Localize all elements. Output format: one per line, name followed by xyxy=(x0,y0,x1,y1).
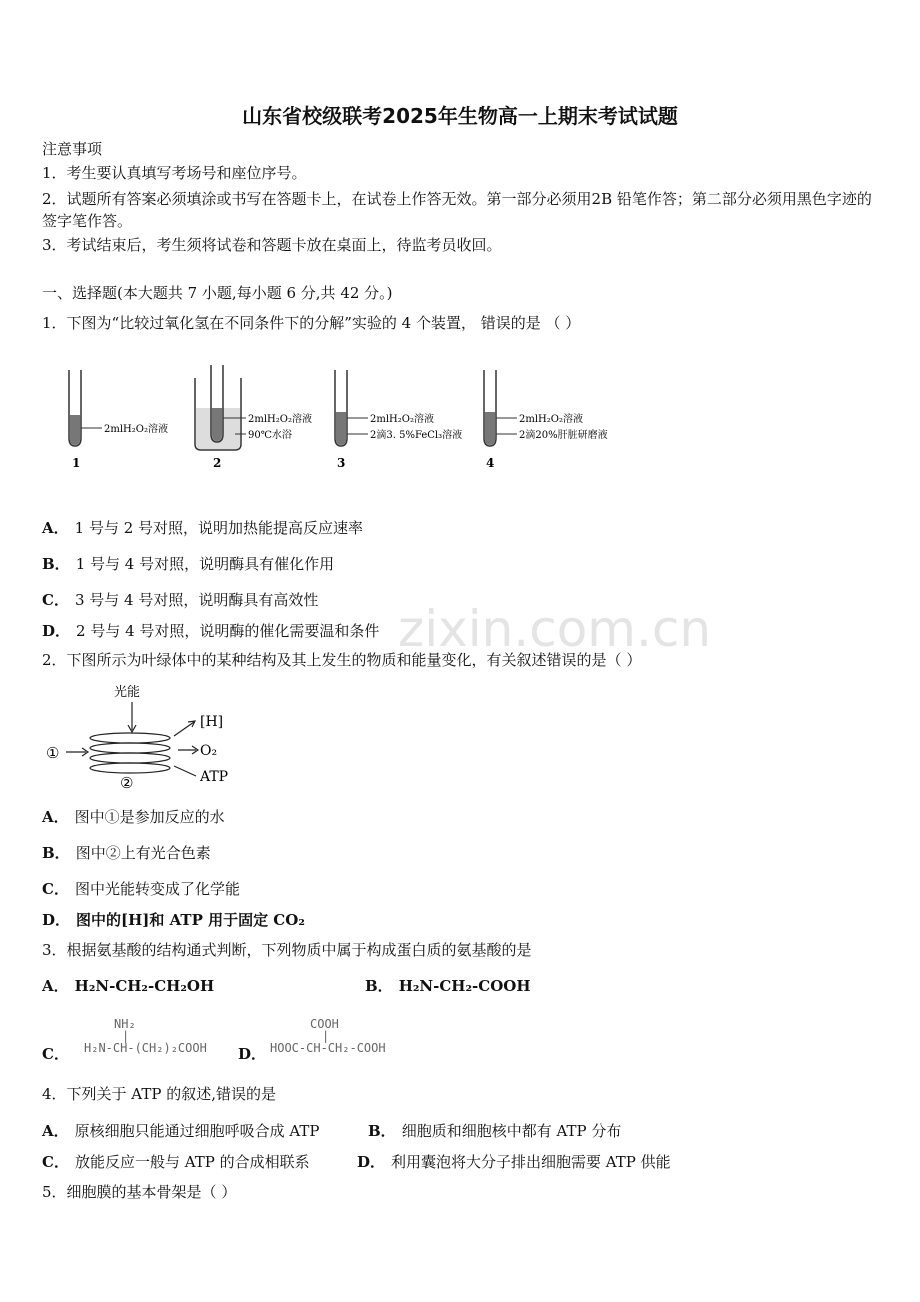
tube-3-label: 2mlH₂O₂溶液 xyxy=(370,414,434,425)
tube-3 xyxy=(335,370,462,446)
fig-label-4: 4 xyxy=(486,456,495,470)
q4-option-a: A． 原核细胞只能通过细胞呼吸合成 ATP xyxy=(42,1122,320,1140)
page-title: 山东省校级联考2025年生物高一上期末考试试题 xyxy=(242,104,678,128)
notice-item: 3．考试结束后，考生须将试卷和答题卡放在桌面上，待监考员收回。 xyxy=(42,236,502,254)
question-2-stem: 2．下图所示为叶绿体中的某种结构及其上发生的物质和能量变化，有关叙述错误的是（ ） xyxy=(42,651,642,669)
q3-option-d: D． xyxy=(238,1045,267,1063)
q2-option-c: C． 图中光能转变成了化学能 xyxy=(42,880,240,898)
fig-label-1: 1 xyxy=(72,456,81,470)
tube-2-beaker xyxy=(195,365,312,450)
thylakoid-figure xyxy=(42,680,262,795)
output-o2-label: O₂ xyxy=(200,743,218,759)
section-heading: 一、选择题(本大题共 7 小题,每小题 6 分,共 42 分。) xyxy=(42,284,393,302)
q4-option-b: B． 细胞质和细胞核中都有 ATP 分布 xyxy=(368,1122,622,1140)
notice-item: 2．试题所有答案必须填涂或书写在答题卡上，在试卷上作答无效。第一部分必须用2B 铅笔作答；第二部分必须用黑色字迹的签字笔作答。 xyxy=(42,190,872,230)
label-circle-2: ② xyxy=(120,774,134,792)
q3-option-d-formula: COOH | HOOC-CH-CH₂-COOH xyxy=(270,1017,386,1055)
q4-option-c: C． 放能反应一般与 ATP 的合成相联系 xyxy=(42,1153,310,1171)
q3-option-c-formula: NH₂ | H₂N-CH-(CH₂)₂COOH xyxy=(84,1017,207,1055)
formula-c-top: NH₂ xyxy=(114,1017,136,1031)
formula-d-main: HOOC-CH-CH₂-COOH xyxy=(270,1041,386,1055)
output-h-label: [H] xyxy=(200,714,224,730)
notice-heading: 注意事项 xyxy=(42,140,103,158)
tube-1 xyxy=(69,370,168,446)
q1-option-c: C． 3 号与 4 号对照，说明酶具有高效性 xyxy=(42,591,319,609)
q3-option-c: C． xyxy=(42,1045,69,1063)
output-atp-label: ATP xyxy=(200,769,229,785)
q3-option-b: B． H₂N-CH₂-COOH xyxy=(365,977,531,995)
question-5-stem: 5．细胞膜的基本骨架是（ ） xyxy=(42,1183,237,1201)
test-tube-figure xyxy=(60,360,680,480)
fig-label-2: 2 xyxy=(213,456,222,470)
tube-4 xyxy=(484,370,608,446)
q4-option-d: D． 利用囊泡将大分子排出细胞需要 ATP 供能 xyxy=(357,1153,671,1171)
question-4-stem: 4．下列关于 ATP 的叙述,错误的是 xyxy=(42,1085,276,1103)
fig-label-3: 3 xyxy=(337,456,346,470)
q2-option-d: D． 图中的[H]和 ATP 用于固定 CO₂ xyxy=(42,911,305,929)
q2-option-a: A． 图中①是参加反应的水 xyxy=(42,808,225,826)
q1-option-a: A． 1 号与 2 号对照，说明加热能提高反应速率 xyxy=(42,519,364,537)
question-1-stem: 1．下图为“比较过氧化氢在不同条件下的分解”实验的 4 个装置， 错误的是 （ ） xyxy=(42,314,581,332)
q2-option-b: B． 图中②上有光合色素 xyxy=(42,844,211,862)
tube-3-reagent-label: 2滴3. 5%FeCl₃溶液 xyxy=(370,430,463,441)
question-3-stem: 3．根据氨基酸的结构通式判断，下列物质中属于构成蛋白质的氨基酸的是 xyxy=(42,941,532,959)
q1-option-b: B． 1 号与 4 号对照，说明酶具有催化作用 xyxy=(42,555,335,573)
q3-option-a: A． H₂N-CH₂-CH₂OH xyxy=(42,977,215,995)
q1-option-d: D． 2 号与 4 号对照，说明酶的催化需要温和条件 xyxy=(42,622,380,640)
tube-1-label: 2mlH₂O₂溶液 xyxy=(104,424,168,435)
notice-item: 1．考生要认真填写考场号和座位序号。 xyxy=(42,164,307,182)
tube-2-label: 2mlH₂O₂溶液 xyxy=(248,414,312,425)
formula-c-main: H₂N-CH-(CH₂)₂COOH xyxy=(84,1041,207,1055)
light-energy-label: 光能 xyxy=(114,685,141,700)
tube-2-bath-label: 90℃水浴 xyxy=(248,430,292,441)
label-circle-1: ① xyxy=(46,744,60,762)
formula-d-top: COOH xyxy=(310,1017,339,1031)
tube-4-reagent-label: 2滴20%肝脏研磨液 xyxy=(519,430,608,441)
watermark: zixin.com.cn xyxy=(398,600,712,658)
tube-4-label: 2mlH₂O₂溶液 xyxy=(519,414,583,425)
